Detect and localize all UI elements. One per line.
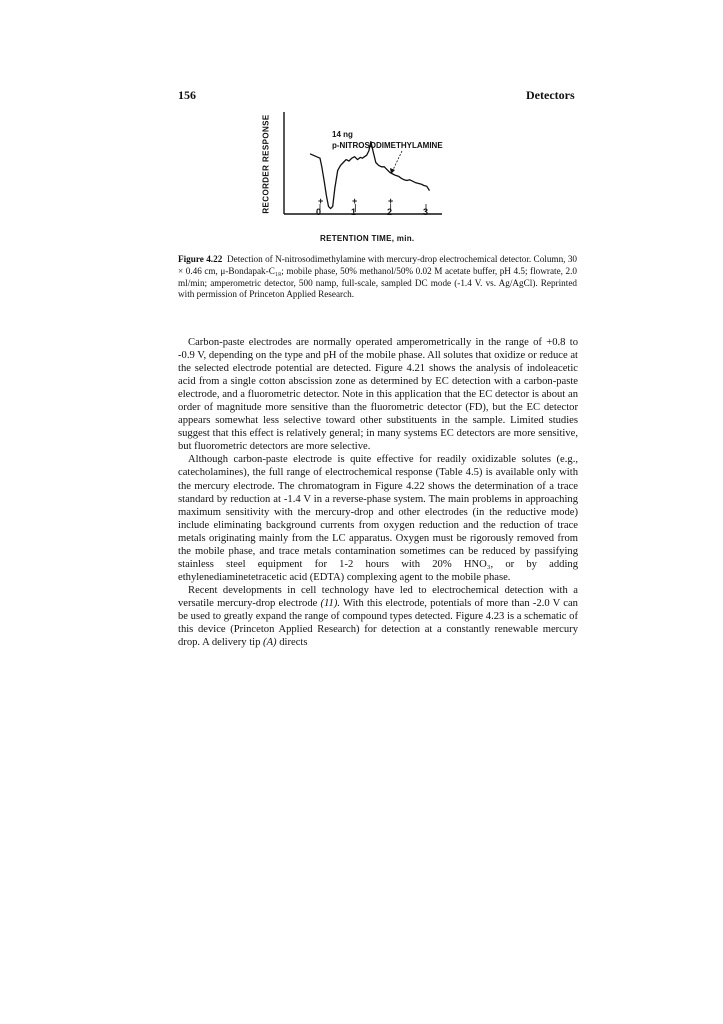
paragraph-3-part-b: With this electrode, potentials of more than -2.0 V can be used to greatly expand the range of compound types detected. Figure 4.23 is a schematic of this device (Princeton Applied Research) for detection at a constantly renewable mercury drop. A delivery tip (178, 597, 578, 649)
delivery-tip-label: (A) (263, 637, 277, 649)
injection-mark-2: + (352, 196, 358, 206)
arrow-shaft (392, 151, 402, 172)
series-layer (310, 142, 430, 212)
caption-label: Figure 4.22 (178, 254, 223, 264)
paragraph-1: Carbon-paste electrodes are normally operated amperometrically in the range of +0.8 to -0.9 V, depending on the type and pH of the mobile phase. All solutes that oxidize or reduce at the selected electrode potential are detected. Figure 4.21 shows the analysis of indoleacetic acid from a single cotton abscission zone as determined by EC detection with a carbon-paste electrode, and a fluorometric detector. Note in this application that the EC detector is about an order of magnitude more sensitive than the fluorometric detector (FD), but the EC detector appears somewhat less selective toward other substituents in the sample. Limited studies suggest that this effect is relatively general; in many systems EC detectors are more sensitive, but fluorometric detectors are more selective. (178, 337, 578, 453)
caption-text: Detection of N-nitrosodimethylamine with mercury-drop electrochemical detector. Column, 30 × 0.46 cm, μ-Bondapak-C₁₈; mobile phase, 50% methanol/50% 0.02 M acetate buffer, pH 4.5; flowrate, 2.0 ml/min; amperometric detector, 500 namp, full-scale, sampled DC mode (-1.4 V. vs. Ag/AgCl). Reprinted with permission of Princeton Applied Research. (178, 254, 578, 300)
injection-mark-3: + (388, 196, 394, 206)
annotation-compound: p-NITROSODIMETHYLAMINE (332, 141, 443, 150)
tick-label-0: 0 (316, 207, 322, 217)
injection-mark-1: + (318, 196, 324, 206)
annotation-amount: 14 ng (332, 130, 353, 139)
paragraph-3 (178, 584, 578, 649)
chromatogram-figure (261, 108, 470, 248)
x-axis-label: RETENTION TIME, min. (320, 234, 415, 243)
figure-caption (178, 254, 577, 301)
paragraph-2: Although carbon-paste electrode is quite effective for readily oxidizable solutes (e.g., catecholamines), the full range of electrochemical response (Table 4.5) is available only with the mercury electrode. The chromatogram in Figure 4.22 shows the determination of a trace standard by reduction at -1.4 V in a reverse-phase system. The main problems in approaching maximum sensitivity with the mercury-drop and other electrodes (in the reductive mode) include eliminating background currents from oxygen reduction and the reduction of trace metals originating mainly from the LC apparatus. Oxygen must be rigorously removed from the mobile phase, and trace metals contamination sometimes can be reduced by passifying stainless steel equipment for 1-2 hours with 20% HNO₃, or by adding ethylenediaminetetracetic acid (EDTA) complexing agent to the mobile phase. (178, 454, 578, 583)
y-axis-label: RECORDER RESPONSE (261, 114, 271, 214)
paragraph-3-part-a: Recent developments in cell technology have led to electrochemical detection with a versatile mercury-drop electrode (178, 584, 578, 609)
page-number: 156 (178, 88, 196, 102)
running-head: Detectors (526, 88, 575, 102)
tick-label-2: 2 (387, 207, 393, 217)
paragraph-3-part-c: directs (276, 637, 308, 649)
reference-citation: (11). (320, 597, 341, 609)
body-text (178, 336, 578, 649)
chromatogram-plot (270, 108, 470, 248)
chromatogram-trace (310, 142, 430, 209)
tick-label-3: 3 (423, 207, 429, 217)
tick-label-1: 1 (351, 207, 357, 217)
